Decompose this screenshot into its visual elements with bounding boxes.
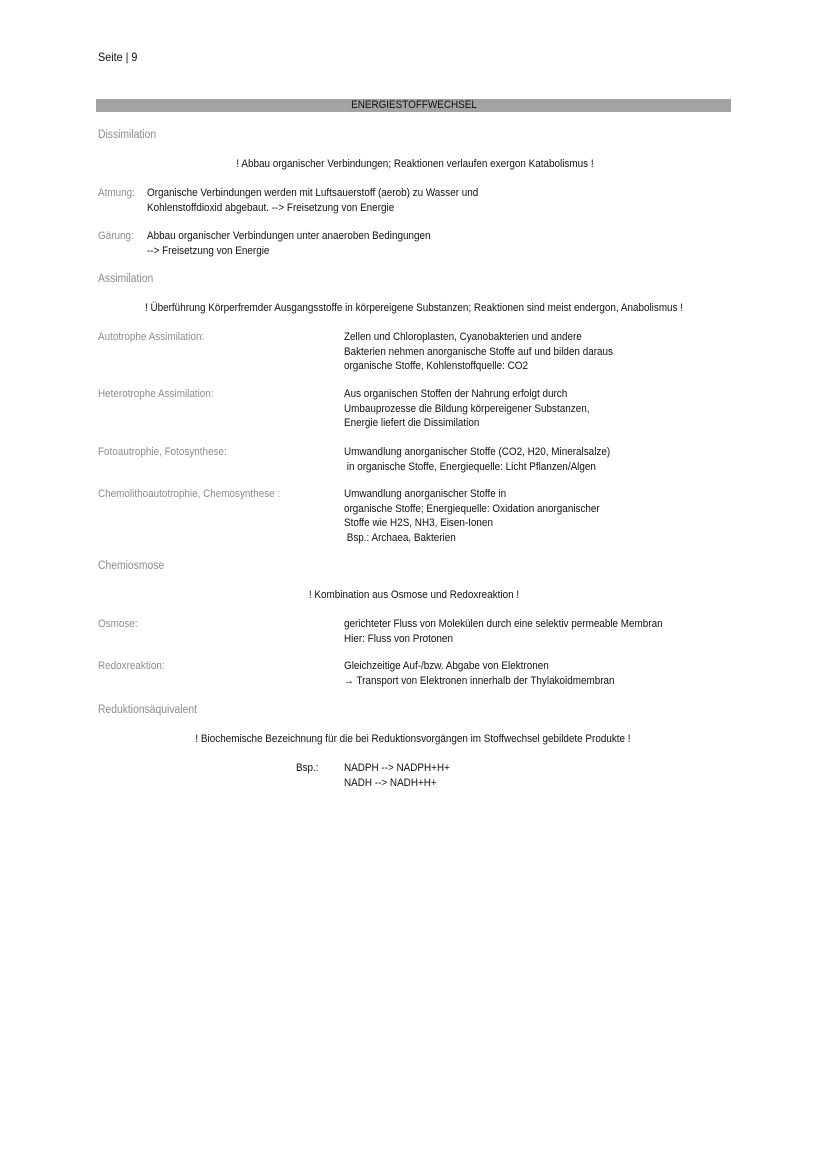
label-atmung: Atmung: — [98, 187, 135, 199]
note-reduktion: ! Biochemische Bezeichnung für die bei Reduktionsvorgängen im Stoffwechsel gebildete Produkte ! — [195, 733, 631, 745]
banner-title: ENERGIESTOFFWECHSEL — [350, 99, 477, 111]
label-heterotrophe: Heterotrophe Assimilation: — [98, 388, 214, 400]
text-line: → Transport von Elektronen innerhalb der Thylakoidmembran — [344, 674, 615, 687]
text-gaerung — [147, 229, 462, 258]
label-osmose: Osmose: — [98, 618, 138, 630]
text-line: NADH --> NADH+H+ — [344, 776, 437, 789]
heading-chemiosmose: Chemiosmose — [98, 560, 165, 572]
text-line: organische Stoffe; Energiequelle: Oxidation anorganischer — [344, 502, 600, 515]
text-line: NADPH --> NADPH+H+ — [344, 762, 450, 774]
heading-dissimilation: Dissimilation — [98, 129, 157, 141]
section-banner — [96, 99, 731, 112]
text-line: Organische Verbindungen werden mit Luftsauerstoff (aerob) zu Wasser und — [147, 187, 479, 199]
text-line: --> Freisetzung von Energie — [147, 244, 270, 257]
text-line: Hier: Fluss von Protonen — [344, 632, 453, 645]
text-line: Umbauprozesse die Bildung körpereigener Substanzen, — [344, 402, 590, 415]
text-osmose — [344, 617, 698, 646]
label-chemolitho: Chemolithoautotrophie, Chemosynthese : — [98, 488, 281, 500]
text-line: organische Stoffe, Kohlenstoffquelle: CO2 — [344, 360, 529, 372]
text-autotrophe — [344, 330, 643, 374]
label-autotrophe: Autotrophe Assimilation: — [98, 331, 205, 343]
text-line: in organische Stoffe, Energiequelle: Licht Pflanzen/Algen — [344, 460, 596, 473]
heading-reduktion: Reduktionsäquivalent — [98, 704, 197, 716]
label-redoxreaktion: Redoxreaktion: — [98, 660, 165, 672]
text-line: Stoffe wie H2S, NH3, Eisen-Ionen — [344, 517, 493, 529]
text-heterotrophe — [344, 387, 617, 431]
text-line: Umwandlung anorganischer Stoffe in — [344, 488, 507, 500]
text-line: Energie liefert die Dissimilation — [344, 417, 480, 429]
text-examples — [344, 761, 462, 790]
text-line: gerichteter Fluss von Molekülen durch eine selektiv permeable Membran — [344, 618, 663, 630]
text-line: Kohlenstoffdioxid abgebaut. --> Freisetzung von Energie — [147, 201, 395, 214]
note-dissimilation: ! Abbau organischer Verbindungen; Reaktionen verlaufen exergon Katabolismus ! — [236, 158, 594, 170]
page-number: Seite | 9 — [98, 50, 138, 64]
label-fotoautrophie: Fotoautrophie, Fotosynthese: — [98, 446, 227, 458]
text-line: Zellen und Chloroplasten, Cyanobakterien und andere — [344, 331, 582, 343]
text-line: Gleichzeitige Auf-/bzw. Abgabe von Elektronen — [344, 660, 549, 672]
text-line: Abbau organischer Verbindungen unter anaeroben Bedingungen — [147, 230, 431, 242]
text-chemolitho — [344, 487, 628, 545]
note-chemiosmose: ! Kombination aus Osmose und Redoxreaktion ! — [308, 589, 520, 601]
text-line: Umwandlung anorganischer Stoffe (CO2, H20, Mineralsalze) — [344, 446, 611, 458]
text-fotoautrophie — [344, 445, 640, 474]
text-redoxreaktion — [344, 659, 645, 688]
text-line: Bakterien nehmen anorganische Stoffe auf und bilden daraus — [344, 345, 613, 358]
note-assimilation: ! Überführung Körperfremder Ausgangsstoffe in körpereigene Substanzen; Reaktionen sind meist endergon, Anabolismus ! — [144, 302, 684, 314]
label-gaerung: Gärung: — [98, 230, 134, 242]
text-line: Aus organischen Stoffen der Nahrung erfolgt durch — [344, 388, 568, 400]
text-line: Bsp.: Archaea, Bakterien — [344, 531, 456, 544]
label-bsp: Bsp.: — [296, 762, 319, 774]
text-atmung — [147, 186, 515, 215]
heading-assimilation: Assimilation — [98, 273, 154, 285]
